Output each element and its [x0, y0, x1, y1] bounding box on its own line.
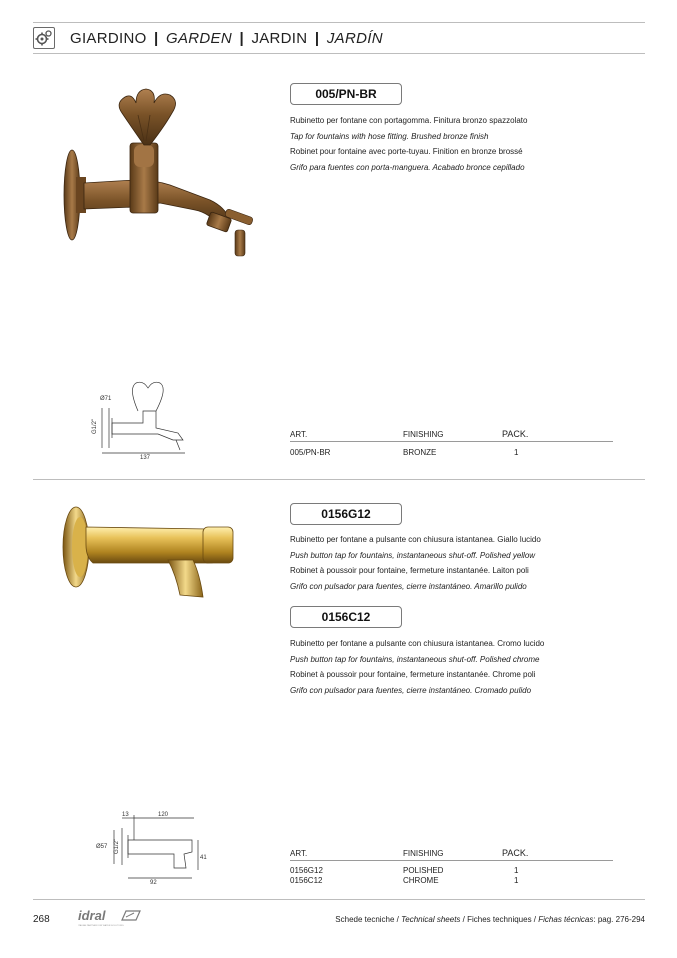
cell-finishing: CHROME — [403, 876, 439, 885]
footer-sheets-fr: / Fiches techniques / — [460, 915, 539, 924]
footer-sheets-it: Schede tecniche / — [335, 915, 402, 924]
section-divider — [33, 479, 645, 480]
footer-sheets-es: Fichas técnicas — [538, 915, 594, 924]
gears-icon — [33, 27, 55, 49]
header-top-rule — [33, 22, 645, 23]
cell-art: 005/PN-BR — [290, 448, 331, 457]
table-row — [290, 875, 613, 885]
title-it: GIARDINO — [70, 30, 147, 47]
table-row — [290, 447, 613, 457]
drawing1-thread: G1/2" — [92, 418, 98, 434]
drawing1-diameter: Ø71 — [100, 396, 112, 402]
table-header-row — [290, 848, 613, 861]
cell-finishing: BRONZE — [403, 448, 437, 457]
product-code-0156c12: 0156C12 — [290, 606, 402, 628]
desc-fr: Robinet à poussoir pour fontaine, fermeture instantanée. Laiton poli — [290, 566, 529, 575]
cell-art: 0156G12 — [290, 866, 323, 875]
page-number: 268 — [33, 914, 50, 925]
product3-description — [290, 636, 544, 698]
cell-pack: 1 — [514, 876, 519, 885]
product1-description — [290, 113, 527, 175]
bronze-tap-drawing — [88, 378, 198, 460]
cell-pack: 1 — [514, 448, 519, 457]
col-pack: PACK. — [502, 848, 529, 858]
drawing2-dim-b: 120 — [158, 812, 169, 818]
title-es: JARDÍN — [326, 30, 383, 47]
page-title — [70, 30, 383, 47]
gold-tap-image — [58, 505, 243, 603]
desc-es: Grifo con pulsador para fuentes, cierre instantáneo. Cromado pulido — [290, 685, 532, 695]
col-finishing: FINISHING — [403, 430, 444, 439]
product1-table — [290, 429, 613, 457]
col-art: ART. — [290, 430, 308, 439]
product2-description — [290, 532, 541, 594]
drawing2-diameter: Ø57 — [96, 844, 108, 850]
table-row — [290, 865, 613, 875]
footer-technical-sheets — [335, 915, 645, 924]
desc-fr: Robinet pour fontaine avec porte-tuyau. Finition en bronze brossé — [290, 147, 523, 156]
col-finishing: FINISHING — [403, 849, 444, 858]
title-separator: | — [314, 30, 320, 47]
footer-rule — [33, 899, 645, 900]
idral-logo — [78, 908, 142, 928]
desc-it: Rubinetto per fontane a pulsante con chiusura istantanea. Giallo lucido — [290, 535, 541, 544]
desc-en: Push button tap for fountains, instantaneous shut-off. Polished yellow — [290, 550, 536, 560]
table-header-row — [290, 429, 613, 442]
col-art: ART. — [290, 849, 308, 858]
bronze-tap-image — [60, 85, 260, 260]
footer-sheets-pages: : pag. 276-294 — [593, 915, 645, 924]
product-code-0156g12: 0156G12 — [290, 503, 402, 525]
cell-finishing: POLISHED — [403, 866, 444, 875]
drawing2-dim-a: 13 — [122, 812, 129, 818]
cell-art: 0156C12 — [290, 876, 323, 885]
desc-en: Tap for fountains with hose fitting. Brushed bronze finish — [290, 131, 489, 141]
header-bottom-rule — [33, 53, 645, 54]
gold-tap-drawing — [94, 810, 214, 886]
cell-pack: 1 — [514, 866, 519, 875]
product2-table — [290, 848, 613, 885]
desc-es: Grifo con pulsador para fuentes, cierre instantáneo. Amarillo pulido — [290, 581, 527, 591]
footer-sheets-en: Technical sheets — [401, 915, 461, 924]
drawing1-length: 137 — [140, 455, 151, 460]
logo-tagline: ITALIAN PARTNER FOR WATER SOLUTIONS — [78, 925, 124, 927]
title-separator: | — [154, 30, 159, 47]
drawing2-length: 92 — [150, 880, 157, 886]
product-code-005-pn-br: 005/PN-BR — [290, 83, 402, 105]
col-pack: PACK. — [502, 429, 529, 439]
logo-text: idral — [78, 908, 106, 923]
desc-en: Push button tap for fountains, instantaneous shut-off. Polished chrome — [290, 654, 540, 664]
title-en: GARDEN — [166, 30, 232, 47]
drawing2-thread: G1/2" — [114, 838, 120, 854]
title-fr: JARDIN — [251, 30, 308, 47]
desc-it: Rubinetto per fontane a pulsante con chiusura istantanea. Cromo lucido — [290, 639, 545, 648]
desc-it: Rubinetto per fontane con portagomma. Finitura bronzo spazzolato — [290, 116, 528, 125]
desc-fr: Robinet à poussoir pour fontaine, fermeture instantanée. Chrome poli — [290, 670, 536, 679]
title-separator: | — [239, 30, 244, 47]
desc-es: Grifo para fuentes con porta-manguera. Acabado bronce cepillado — [290, 162, 525, 172]
drawing2-height: 41 — [200, 855, 207, 861]
